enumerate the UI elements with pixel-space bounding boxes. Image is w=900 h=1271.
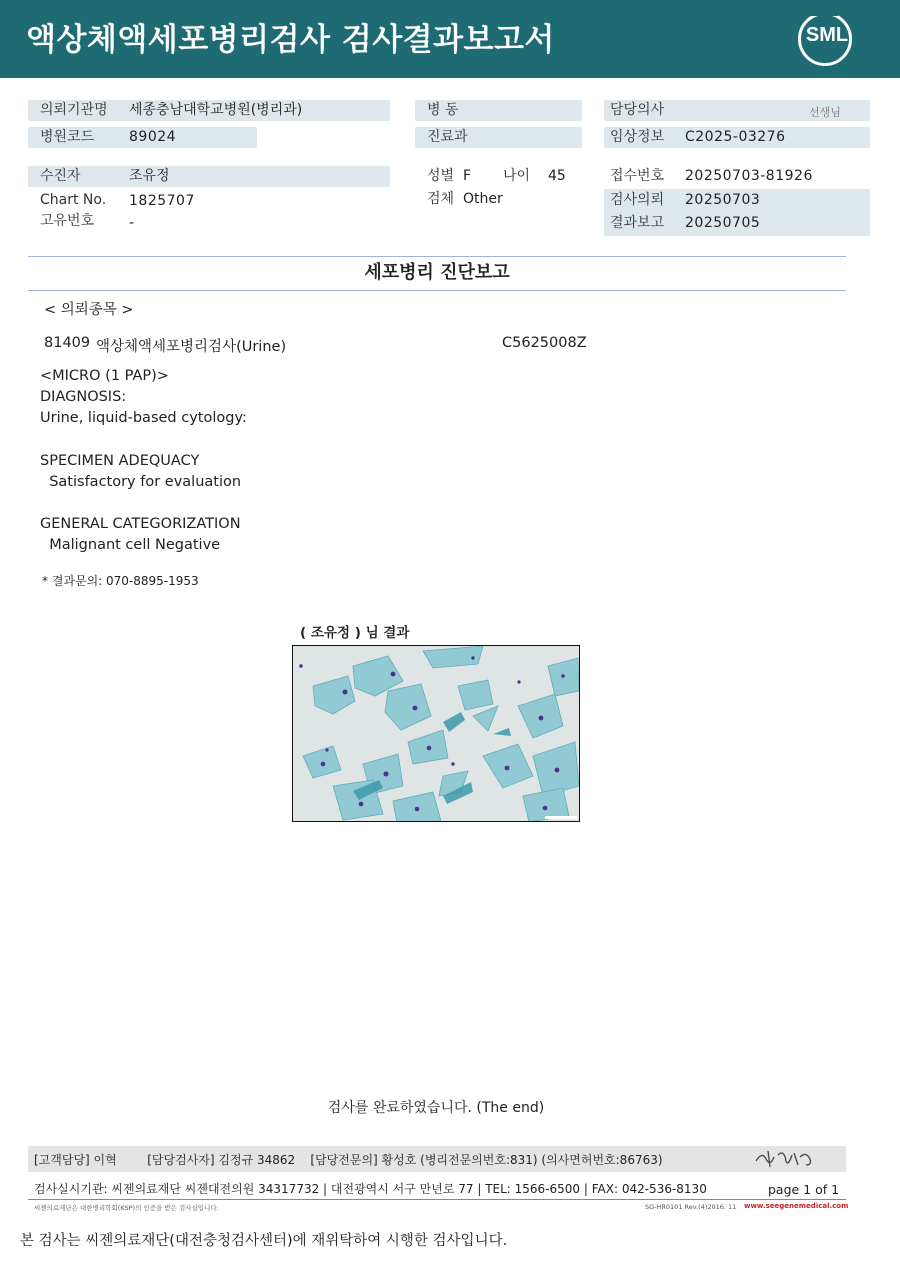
doctor-suffix: 선생님 — [809, 106, 841, 119]
adequacy-text: Satisfactory for evaluation — [40, 474, 242, 490]
cytology-micrograph — [293, 646, 580, 822]
institution-label: 의뢰기관명 — [40, 102, 108, 118]
unique-no-value: - — [129, 215, 135, 231]
section-title: 세포병리 진단보고 — [364, 262, 510, 283]
end-text: 검사를 완료하였습니다. (The end) — [327, 1100, 545, 1116]
section-top-rule — [28, 256, 846, 257]
clinical-info-value: C2025-03276 — [685, 129, 786, 145]
receipt-no-label: 접수번호 — [610, 168, 665, 184]
signature — [754, 1147, 816, 1171]
adequacy-heading: SPECIMEN ADEQUACY — [40, 453, 200, 469]
footer-staff-line: [고객담당] 이혁 [담당검사자] 김정규 34862 [담당전문의] 황성호 (병리전문의번호:831) (의사면허번호:86763) — [34, 1153, 663, 1167]
diagnosis-text: Urine, liquid-based cytology: — [40, 410, 247, 426]
item-ref: C5625008Z — [502, 335, 587, 351]
patient-box — [28, 166, 390, 187]
patient-label: 수진자 — [40, 168, 81, 184]
item-code: 81409 — [44, 335, 91, 351]
receipt-no-value: 20250703-81926 — [685, 168, 813, 184]
diagnosis-heading: DIAGNOSIS: — [40, 389, 127, 405]
footer-institution-line: 검사실시기관: 씨젠의료재단 씨젠대전의원 34317732 | 대전광역시 서구 만년로 77 | TEL: 1566-6500 | FAX: 042-536-8130 — [34, 1182, 707, 1196]
doctor-label: 담당의사 — [610, 102, 665, 118]
age-value: 45 — [548, 168, 566, 184]
report-date-label: 결과보고 — [610, 215, 665, 231]
cert-note: 씨젠의료재단은 대한병리학회(KSP)의 인증을 받은 검사실입니다. — [34, 1204, 219, 1212]
ward-label: 병 동 — [427, 102, 459, 118]
section-bottom-rule — [28, 290, 846, 291]
page-number: page 1 of 1 — [768, 1182, 840, 1197]
report-title: 액상체액세포병리검사 검사결과보고서 — [26, 22, 555, 58]
patient-name: 조유정 — [129, 168, 170, 184]
contact-note: * 결과문의: 070-8895-1953 — [42, 574, 199, 588]
specimen-value: Other — [463, 191, 503, 207]
chart-no-value: 1825707 — [129, 193, 195, 209]
request-date-value: 20250703 — [685, 192, 761, 208]
categorization-heading: GENERAL CATEGORIZATION — [40, 516, 241, 532]
chart-no-label: Chart No. — [40, 192, 107, 208]
bottom-note: 본 검사는 씨젠의료재단(대전충청검사센터)에 재위탁하여 시행한 검사입니다. — [20, 1233, 508, 1249]
logo-gap — [808, 10, 838, 16]
department-label: 진료과 — [427, 129, 468, 145]
specimen-label: 검체 — [427, 191, 455, 207]
footer-rule — [28, 1199, 846, 1200]
form-code: SG-HR0101 Rev.(4)2016. 11 — [645, 1203, 737, 1211]
image-caption: ( 조유정 ) 님 결과 — [300, 625, 410, 641]
hospital-code-label: 병원코드 — [40, 129, 95, 145]
request-date-label: 검사의뢰 — [610, 192, 665, 208]
logo-text: SML — [805, 24, 849, 46]
hospital-code-value: 89024 — [129, 129, 177, 145]
report-date-value: 20250705 — [685, 215, 761, 231]
request-items-header: < 의뢰종목 > — [44, 302, 134, 318]
website-link[interactable]: www.seegenemedical.com — [744, 1202, 849, 1210]
institution-value: 세종충남대학교병원(병리과) — [129, 102, 303, 118]
clinical-info-label: 임상정보 — [610, 129, 665, 145]
item-name: 액상체액세포병리검사(Urine) — [96, 339, 287, 355]
sex-label: 성별 — [427, 168, 455, 184]
categorization-text: Malignant cell Negative — [40, 537, 221, 553]
age-label: 나이 — [503, 168, 531, 184]
unique-no-label: 고유번호 — [40, 213, 95, 229]
sex-value: F — [463, 168, 472, 184]
cytology-image — [292, 645, 580, 822]
signature-image — [754, 1147, 816, 1175]
micro-line: <MICRO (1 PAP)> — [40, 368, 169, 384]
